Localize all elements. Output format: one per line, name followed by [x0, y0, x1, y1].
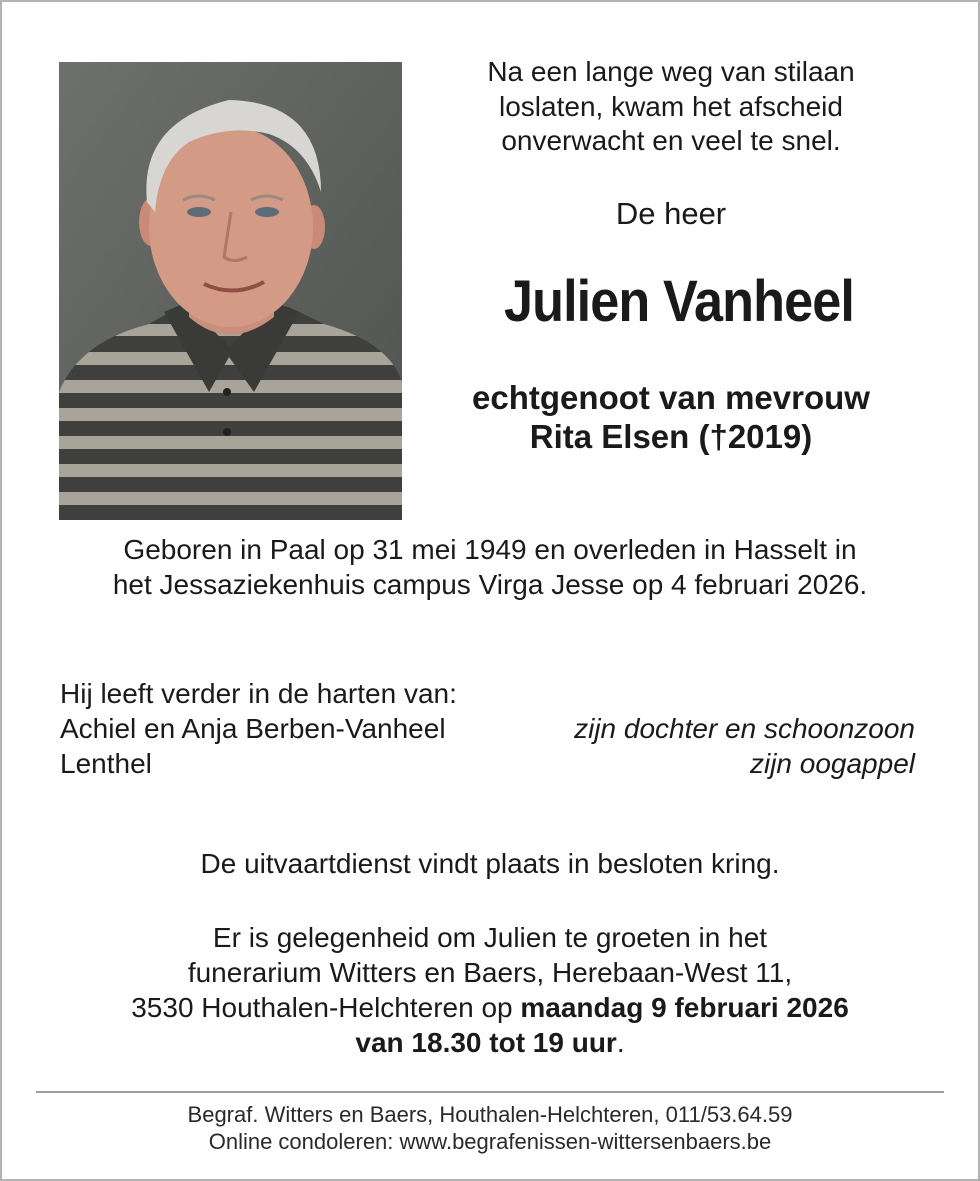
- spouse-line: Rita Elsen (†2019): [529, 418, 813, 455]
- spouse-line: echtgenoot van mevrouw: [472, 379, 870, 416]
- visit-address: 3530 Houthalen-Helchteren op: [131, 992, 521, 1023]
- intro-line: onverwacht en veel te snel.: [501, 125, 841, 156]
- visit-line: funerarium Witters en Baers, Herebaan-West 11,: [187, 957, 793, 988]
- visit-time: van 18.30 tot 19 uur: [355, 1027, 617, 1058]
- visit-period: .: [616, 1027, 625, 1058]
- mourner-name: Achiel en Anja Berben-Vanheel: [60, 713, 446, 744]
- service-notice: De uitvaartdienst vindt plaats in besloten kring.: [200, 848, 780, 879]
- visit-line: Er is gelegenheid om Julien te groeten in het: [212, 922, 768, 953]
- mourners-heading: Hij leeft verder in de harten van:: [60, 678, 457, 709]
- visitation-info: [40, 920, 940, 1060]
- spouse-info: [440, 378, 902, 456]
- visit-date: maandag 9 februari 2026: [520, 992, 849, 1023]
- funeral-home-line: Begraf. Witters en Baers, Houthalen-Helchteren, 011/53.64.59: [187, 1102, 793, 1127]
- mourner-relation: zijn oogappel: [749, 748, 915, 779]
- mourner-name: Lenthel: [60, 748, 152, 779]
- intro-verse: [440, 55, 902, 159]
- mourner-row: [60, 711, 915, 746]
- birth-line: het Jessaziekenhuis campus Virga Jesse op 4 februari 2026.: [112, 569, 868, 600]
- birth-line: Geboren in Paal op 31 mei 1949 en overleden in Hasselt in: [123, 534, 857, 565]
- visit-line: [40, 990, 940, 1025]
- footer-divider: [36, 1091, 944, 1093]
- deceased-name: Julien Vanheel: [503, 269, 855, 334]
- footer: [40, 1101, 940, 1155]
- birth-death-info: [40, 532, 940, 602]
- intro-line: Na een lange weg van stilaan: [487, 56, 855, 87]
- mourner-relation: zijn dochter en schoonzoon: [574, 713, 915, 744]
- mourner-row: [60, 746, 915, 781]
- intro-line: loslaten, kwam het afscheid: [499, 90, 843, 122]
- condolence-link[interactable]: Online condoleren: www.begrafenissen-wittersenbaers.be: [208, 1129, 772, 1154]
- honorific: De heer: [615, 196, 727, 231]
- mourners-list: [60, 676, 915, 781]
- portrait-photo: [59, 62, 402, 520]
- visit-line: [40, 1025, 940, 1060]
